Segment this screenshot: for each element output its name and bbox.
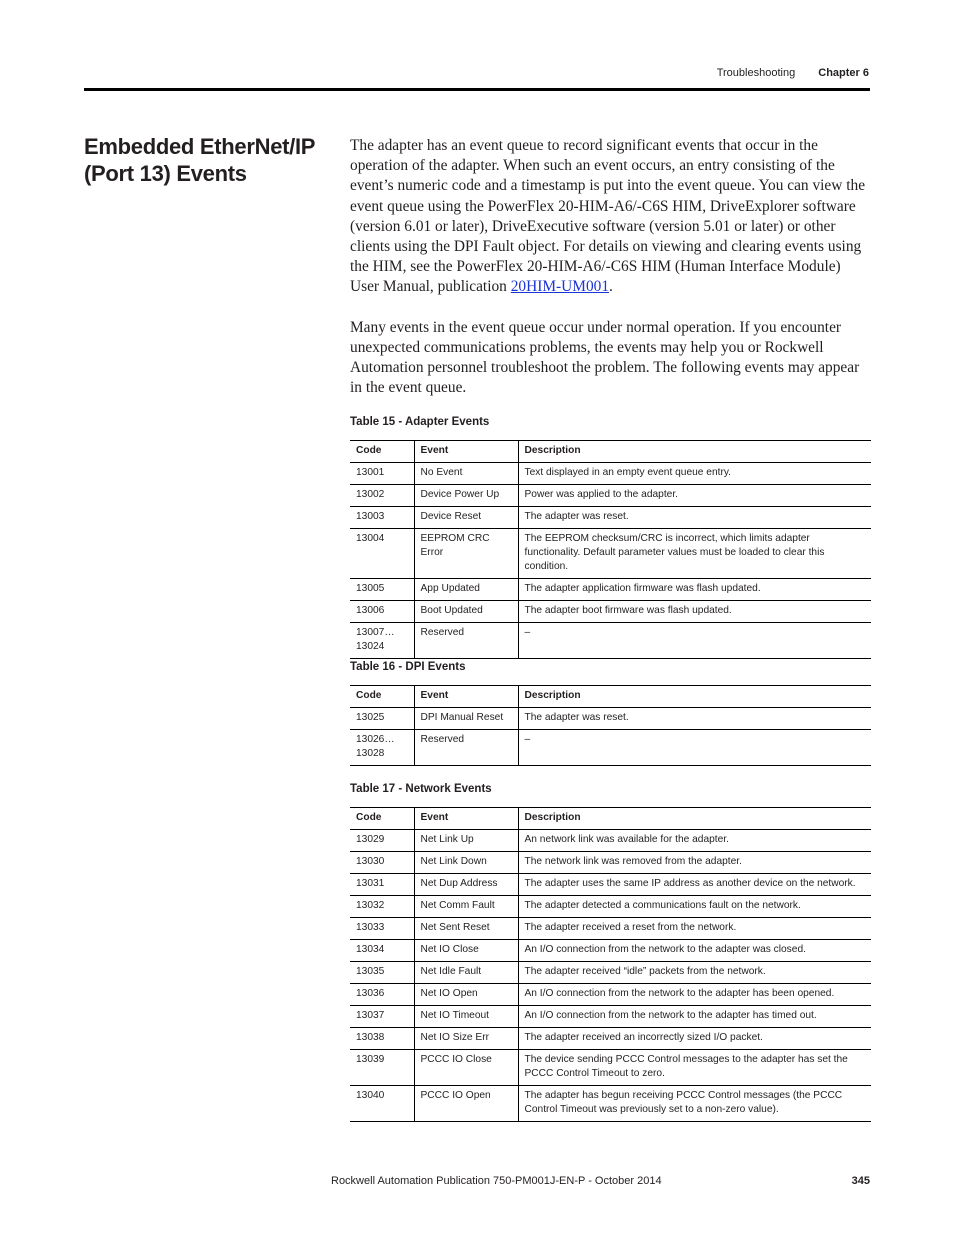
header-section: Troubleshooting [716, 67, 796, 79]
table-row [350, 623, 871, 659]
event-description-cell: Power was applied to the adapter. [518, 485, 871, 507]
event-description-cell: The adapter detected a communications fault on the network. [518, 896, 871, 918]
publication-link[interactable]: 20HIM-UM001 [510, 278, 610, 296]
event-description-cell: The adapter was reset. [518, 507, 871, 529]
event-description-cell: The adapter was reset. [518, 708, 871, 730]
adapter-events-table [350, 440, 871, 659]
running-header [717, 67, 869, 79]
column-header-description: Description [518, 441, 871, 463]
event-code-cell: 13006 [350, 601, 414, 623]
event-code-cell: 13007… 13024 [350, 623, 414, 659]
table-row [350, 984, 871, 1006]
table-row [350, 463, 871, 485]
event-description-cell: – [518, 730, 871, 766]
event-code-cell: 13026… 13028 [350, 730, 414, 766]
event-description-cell: The EEPROM checksum/CRC is incorrect, which limits adapter functionality. Default parameter values must be loaded to clear this condition. [518, 529, 871, 579]
table-header-row [350, 808, 871, 830]
table-row [350, 874, 871, 896]
column-header-code: Code [350, 441, 414, 463]
event-code-cell: 13040 [350, 1086, 414, 1122]
event-name-cell: App Updated [414, 579, 518, 601]
column-header-event: Event [414, 808, 518, 830]
column-header-code: Code [350, 686, 414, 708]
table-row [350, 962, 871, 984]
table-row [350, 1006, 871, 1028]
table-17-caption: Table 17 - Network Events [350, 783, 492, 795]
network-events-table [350, 807, 871, 1122]
column-header-event: Event [414, 686, 518, 708]
event-code-cell: 13029 [350, 830, 414, 852]
table-row [350, 852, 871, 874]
dpi-events-table [350, 685, 871, 766]
event-code-cell: 13031 [350, 874, 414, 896]
event-code-cell: 13004 [350, 529, 414, 579]
table-row [350, 1028, 871, 1050]
intro-paragraph-2: Many events in the event queue occur under normal operation. If you encounter unexpected communications problems, the events may help you or Rockwell Automation personnel troubleshoot the problem. The following events may appear in the event queue. [350, 318, 860, 397]
event-code-cell: 13036 [350, 984, 414, 1006]
event-name-cell: Device Reset [414, 507, 518, 529]
event-code-cell: 13038 [350, 1028, 414, 1050]
event-code-cell: 13002 [350, 485, 414, 507]
event-name-cell: Reserved [414, 730, 518, 766]
event-description-cell: The adapter boot firmware was flash updated. [518, 601, 871, 623]
table-row [350, 1086, 871, 1122]
event-name-cell: Net Sent Reset [414, 918, 518, 940]
event-description-cell: The adapter received “idle” packets from the network. [518, 962, 871, 984]
event-code-cell: 13001 [350, 463, 414, 485]
table-row [350, 708, 871, 730]
event-description-cell: The adapter has begun receiving PCCC Control messages (the PCCC Control Timeout was previously set to a non-zero value). [518, 1086, 871, 1122]
table-row [350, 507, 871, 529]
column-header-event: Event [414, 441, 518, 463]
event-code-cell: 13037 [350, 1006, 414, 1028]
event-name-cell: No Event [414, 463, 518, 485]
event-name-cell: Net Dup Address [414, 874, 518, 896]
footer-publication: Rockwell Automation Publication 750-PM001J-EN-P - October 2014 [331, 1175, 662, 1187]
event-description-cell: The adapter received a reset from the network. [518, 918, 871, 940]
event-code-cell: 13003 [350, 507, 414, 529]
table-16-caption: Table 16 - DPI Events [350, 661, 466, 673]
event-name-cell: Device Power Up [414, 485, 518, 507]
table-row [350, 918, 871, 940]
event-description-cell: The adapter application firmware was flash updated. [518, 579, 871, 601]
event-description-cell: The network link was removed from the adapter. [518, 852, 871, 874]
table-row [350, 940, 871, 962]
event-code-cell: 13005 [350, 579, 414, 601]
event-code-cell: 13039 [350, 1050, 414, 1086]
table-row [350, 529, 871, 579]
event-name-cell: Net IO Close [414, 940, 518, 962]
event-description-cell: An I/O connection from the network to the adapter has timed out. [518, 1006, 871, 1028]
table-row [350, 579, 871, 601]
table-row [350, 830, 871, 852]
table-row [350, 896, 871, 918]
column-header-code: Code [350, 808, 414, 830]
intro-paragraph-1: The adapter has an event queue to record significant events that occur in the operation of the adapter. When such an event occurs, an entry consisting of the event’s numeric code and a timestamp is put into the event queue. You can view the event queue using the PowerFlex 20-HIM-A6/-C6S HIM, DriveExplorer software (version 6.01 or later), DriveExecutive software (version 5.01 or later) or other clients using the DPI Fault object. For details on viewing and clearing events using the HIM, see the PowerFlex 20-HIM-A6/-C6S HIM (Human Interface Module) User Manual, publication 20HIM-UM001. [350, 137, 866, 296]
event-name-cell: Net Link Up [414, 830, 518, 852]
event-name-cell: PCCC IO Close [414, 1050, 518, 1086]
table-15-caption: Table 15 - Adapter Events [350, 416, 490, 428]
event-name-cell: Net IO Timeout [414, 1006, 518, 1028]
event-name-cell: Net Comm Fault [414, 896, 518, 918]
event-name-cell: DPI Manual Reset [414, 708, 518, 730]
event-code-cell: 13030 [350, 852, 414, 874]
event-name-cell: Net Link Down [414, 852, 518, 874]
event-description-cell: An I/O connection from the network to the adapter was closed. [518, 940, 871, 962]
table-row [350, 485, 871, 507]
header-chapter: Chapter 6 [818, 67, 869, 79]
table-row [350, 1050, 871, 1086]
event-name-cell: Net IO Size Err [414, 1028, 518, 1050]
page-number: 345 [851, 1175, 870, 1187]
event-code-cell: 13032 [350, 896, 414, 918]
event-name-cell: Boot Updated [414, 601, 518, 623]
event-description-cell: The adapter received an incorrectly sized I/O packet. [518, 1028, 871, 1050]
event-name-cell: Net IO Open [414, 984, 518, 1006]
event-code-cell: 13034 [350, 940, 414, 962]
event-name-cell: Net Idle Fault [414, 962, 518, 984]
event-description-cell: An I/O connection from the network to the adapter has been opened. [518, 984, 871, 1006]
intro-text [350, 136, 871, 418]
table-row [350, 730, 871, 766]
event-code-cell: 13033 [350, 918, 414, 940]
column-header-description: Description [518, 686, 871, 708]
page-title: Embedded EtherNet/IP (Port 13) Events [84, 134, 315, 186]
header-rule [84, 88, 870, 91]
table-header-row [350, 441, 871, 463]
event-description-cell: The device sending PCCC Control messages to the adapter has set the PCCC Control Timeout to zero. [518, 1050, 871, 1086]
event-code-cell: 13035 [350, 962, 414, 984]
event-description-cell: An network link was available for the adapter. [518, 830, 871, 852]
table-row [350, 601, 871, 623]
event-description-cell: Text displayed in an empty event queue entry. [518, 463, 871, 485]
event-name-cell: Reserved [414, 623, 518, 659]
table-header-row [350, 686, 871, 708]
event-name-cell: EEPROM CRC Error [414, 529, 518, 579]
event-code-cell: 13025 [350, 708, 414, 730]
event-description-cell: The adapter uses the same IP address as another device on the network. [518, 874, 871, 896]
event-name-cell: PCCC IO Open [414, 1086, 518, 1122]
column-header-description: Description [518, 808, 871, 830]
event-description-cell: – [518, 623, 871, 659]
